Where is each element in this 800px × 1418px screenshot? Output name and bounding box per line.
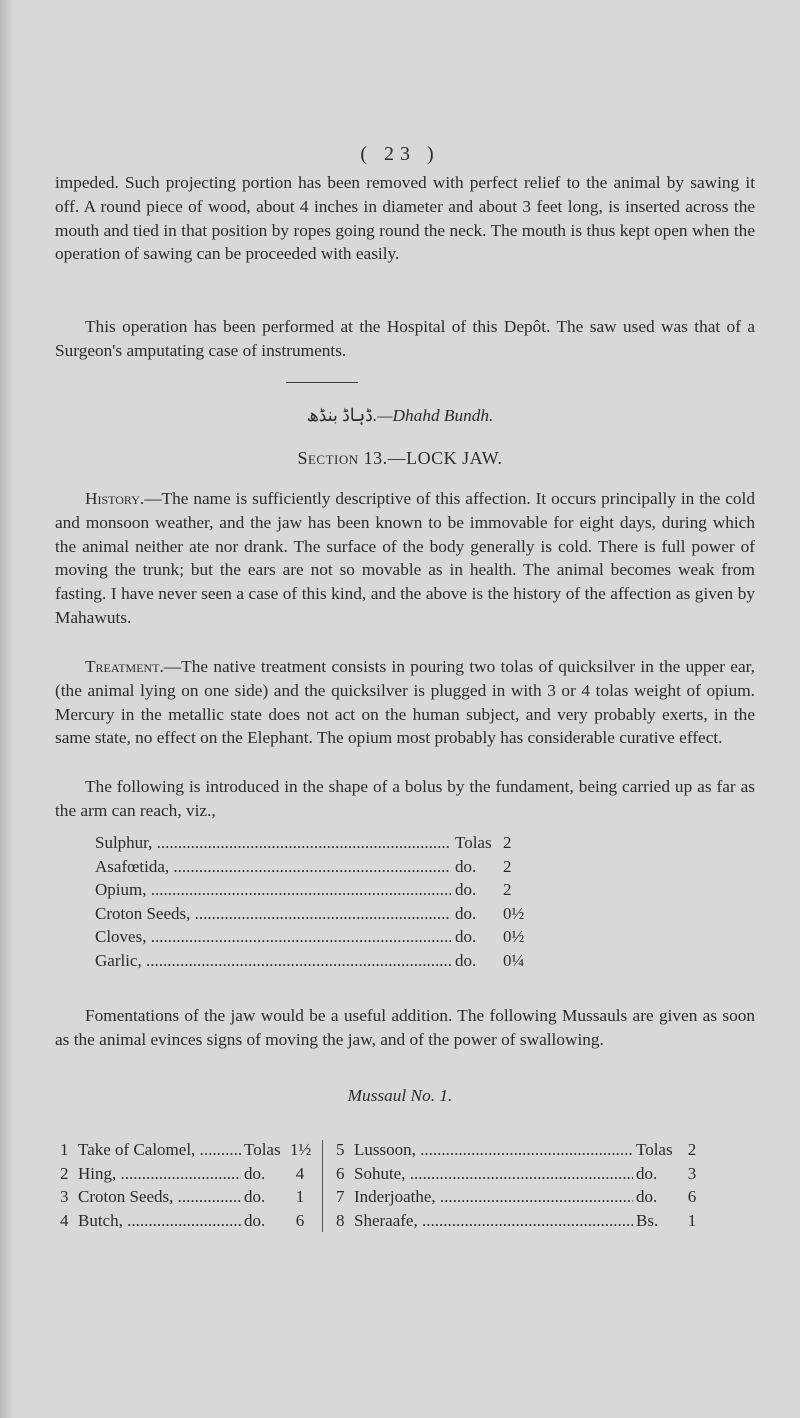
- item-name: Inderjoathe, .....: [354, 1185, 633, 1209]
- ingredient-name: Asafœtida, .....: [95, 855, 451, 879]
- item-qty: 6: [687, 1187, 697, 1207]
- section-title: Section 13.—LOCK JAW.: [297, 448, 503, 468]
- ingredient-name: Sulphur, .....: [95, 831, 451, 855]
- page-edge-shadow: [0, 0, 14, 1418]
- recipe-row: [95, 925, 525, 949]
- item-qty: 2: [687, 1140, 697, 1159]
- item-number: 2: [60, 1163, 69, 1183]
- history-label: History.: [85, 489, 145, 508]
- paragraph-fomentations: Fomentations of the jaw would be a useful addition. The following Mussauls are given as soon as the animal evinces signs of moving the jaw, and of the power of swallowing.: [55, 1006, 755, 1049]
- item-name: Hing, .....: [78, 1162, 241, 1186]
- mussaul-row: [336, 1209, 702, 1233]
- mussaul-row: [60, 1138, 310, 1162]
- ingredient-qty: 0½: [503, 903, 525, 923]
- heading-urdu: ڈہاڈ بنڈھ: [306, 406, 373, 425]
- section-divider: [286, 382, 358, 383]
- item-name: Sohute, .....: [354, 1162, 633, 1186]
- recipe-row: [95, 949, 525, 973]
- item-qty: 6: [295, 1210, 305, 1230]
- mussaul-row: [336, 1138, 702, 1162]
- ingredient-name: Garlic, .....: [95, 949, 451, 973]
- item-name: Butch, .....: [78, 1209, 241, 1233]
- ingredient-unit: do.: [451, 902, 503, 926]
- item-unit: do.: [244, 1210, 266, 1230]
- item-number: 3: [60, 1187, 69, 1207]
- ingredient-name: Cloves, .....: [95, 925, 451, 949]
- item-qty: 3: [687, 1163, 697, 1183]
- mussaul-row: [60, 1185, 310, 1209]
- ingredient-qty: 0½: [503, 927, 525, 947]
- item-unit: do.: [244, 1187, 266, 1207]
- item-unit: do.: [244, 1163, 266, 1183]
- recipe-row: [95, 902, 525, 926]
- ingredient-name: Opium, .....: [95, 878, 451, 902]
- item-number: 1: [60, 1140, 69, 1159]
- item-unit: Bs.: [636, 1210, 659, 1230]
- paragraph-operation: This operation has been performed at the Hospital of this Depôt. The saw used was that of a Surgeon's amputating case of instruments.: [55, 317, 755, 360]
- item-qty: 4: [295, 1163, 305, 1183]
- paragraph-sawing: impeded. Such projecting portion has been removed with perfect relief to the animal by sawing it off. A round piece of wood, about 4 inches in diameter and about 3 feet long, is inserted across the mouth and tied in that position by ropes going round the neck. The mouth is thus kept open when the operation of sawing can be proceeded with easily.: [55, 173, 755, 264]
- item-number: 5: [336, 1140, 345, 1159]
- page-number: ( 23 ): [360, 143, 440, 165]
- column-divider: [322, 1140, 323, 1232]
- heading-title: .—Dhahd Bundh.: [372, 406, 494, 425]
- item-name: Lussoon, .....: [354, 1138, 633, 1162]
- item-unit: do.: [636, 1187, 658, 1207]
- mussaul-row: [60, 1209, 310, 1233]
- recipe-row: [95, 831, 525, 855]
- paragraph-treatment: [55, 655, 755, 750]
- recipe-row: [95, 878, 525, 902]
- history-text: —The name is sufficiently descriptive of this affection. It occurs principally in the cold and monsoon weather, and the jaw has been known to be immovable for eight days, during which the animal neither ate nor drank. The surface of the body generally is cold. There is full power of moving the trunk; but the ears are not so movable as in health. The animal becomes weak from fasting. I have never seen a case of this kind, and the above is the history of the affection as given by Mahawuts.: [55, 489, 755, 627]
- item-number: 8: [336, 1210, 345, 1230]
- paragraph-bolus: The following is introduced in the shape of a bolus by the fundament, being carried up as far as the arm can reach, viz.,: [55, 777, 755, 820]
- item-qty: 1: [295, 1187, 305, 1207]
- ingredient-unit: do.: [451, 878, 503, 902]
- paragraph-history: [55, 487, 755, 630]
- item-unit: Tolas: [636, 1140, 673, 1159]
- ingredient-qty: 2: [503, 880, 512, 900]
- item-name: Sheraafe, .....: [354, 1209, 633, 1233]
- mussaul-right-column: [336, 1138, 702, 1232]
- ingredient-unit: Tolas: [451, 831, 503, 855]
- item-name: Take of Calomel, .....: [78, 1138, 241, 1162]
- mussaul-row: [60, 1162, 310, 1186]
- item-number: 6: [336, 1163, 345, 1183]
- ingredient-qty: 2: [503, 833, 512, 852]
- disease-heading: [0, 406, 800, 426]
- ingredient-unit: do.: [451, 925, 503, 949]
- item-unit: do.: [636, 1163, 658, 1183]
- ingredient-unit: do.: [451, 949, 503, 973]
- mussaul-title: Mussaul No. 1.: [347, 1086, 453, 1105]
- recipe-row: [95, 855, 525, 879]
- mussaul-left-column: [60, 1138, 310, 1232]
- item-qty: 1½: [290, 1140, 312, 1159]
- item-qty: 1: [687, 1210, 697, 1230]
- treatment-label: Treatment.: [85, 657, 164, 676]
- ingredient-unit: do.: [451, 855, 503, 879]
- bolus-recipe: [95, 831, 525, 973]
- ingredient-qty: 2: [503, 856, 512, 876]
- mussaul-row: [336, 1185, 702, 1209]
- item-number: 7: [336, 1187, 345, 1207]
- mussaul-row: [336, 1162, 702, 1186]
- treatment-text: —The native treatment consists in pouring two tolas of quicksilver in the upper ear, (the animal lying on one side) and the quicksilver is plugged in with 3 or 4 tolas weight of opium. Mercury in the metallic state does not act on the human subject, and very probably exerts, in the same state, no effect on the Elephant. The opium most probably has considerable curative effect.: [55, 657, 755, 748]
- item-name: Croton Seeds, .....: [78, 1185, 241, 1209]
- ingredient-qty: 0¼: [503, 950, 525, 970]
- item-unit: Tolas: [244, 1140, 281, 1159]
- ingredient-name: Croton Seeds, .....: [95, 902, 451, 926]
- item-number: 4: [60, 1210, 69, 1230]
